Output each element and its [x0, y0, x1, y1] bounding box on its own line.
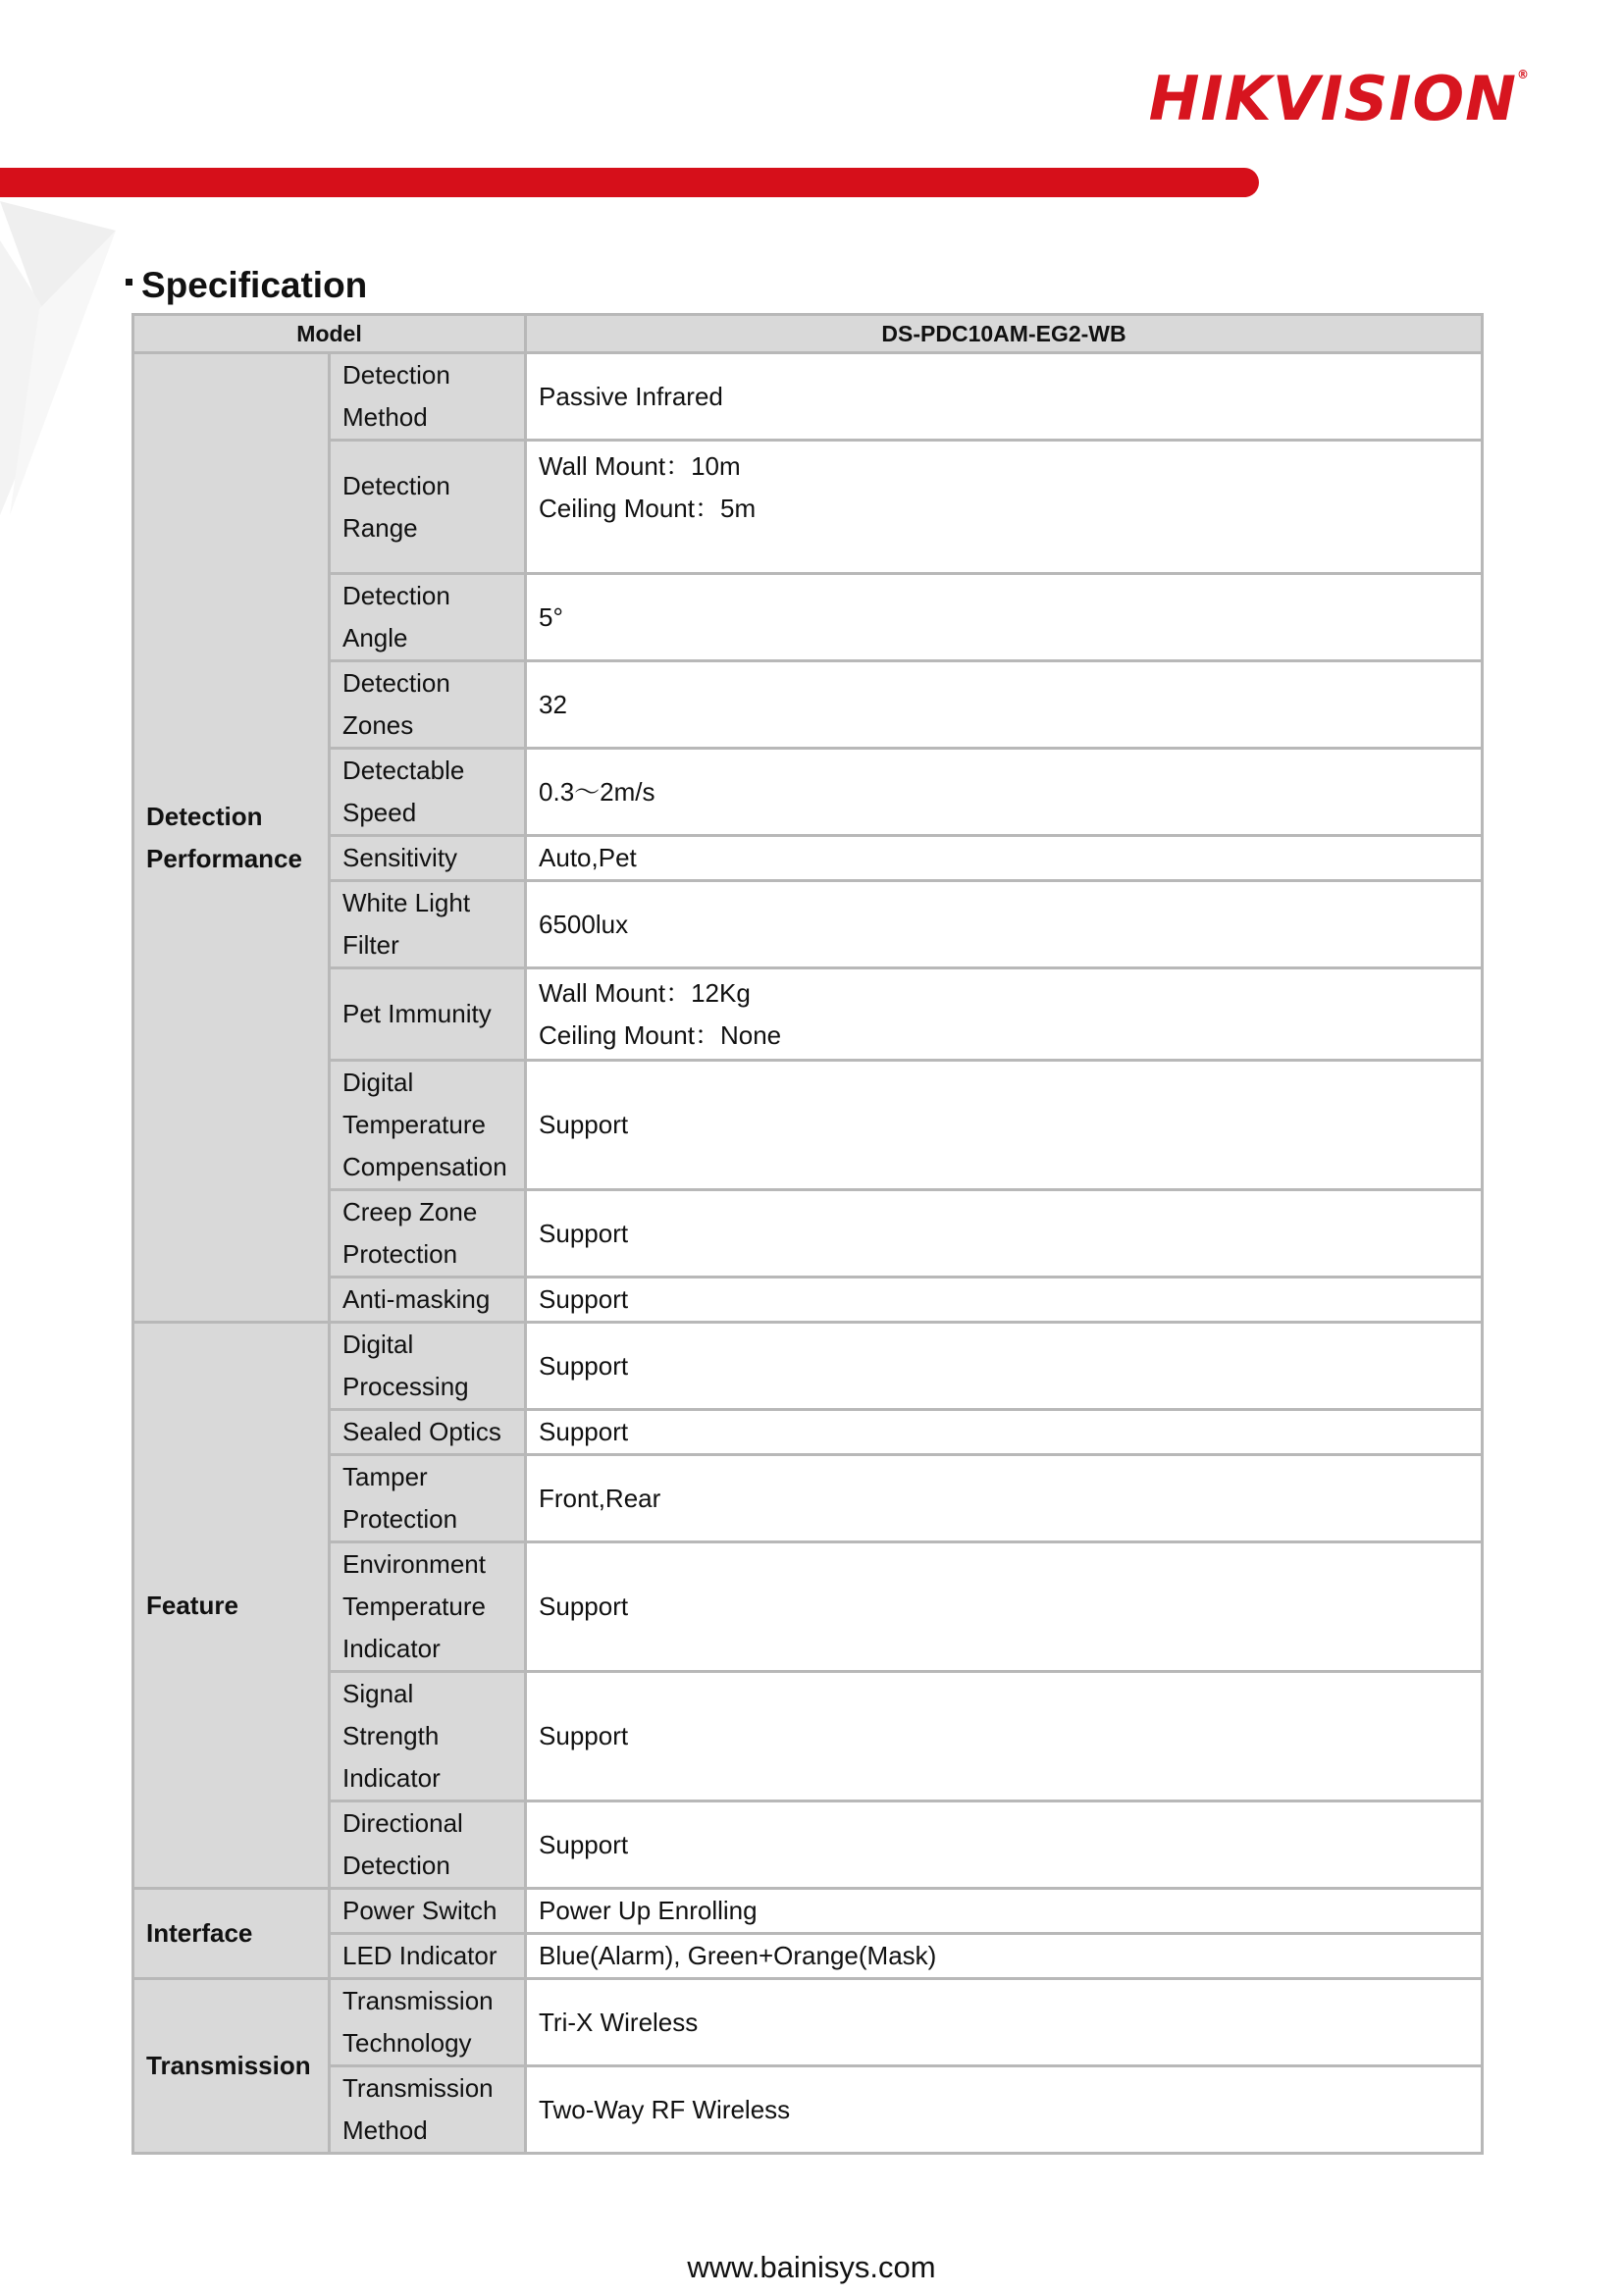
table-header-row — [133, 315, 1483, 353]
row-label: Detection Angle — [330, 574, 526, 661]
row-label: Creep Zone Protection — [330, 1190, 526, 1278]
row-value: Support — [526, 1542, 1483, 1672]
table-row — [133, 1061, 1483, 1190]
row-value — [526, 441, 1483, 574]
specification-table — [131, 313, 1484, 2155]
table-row — [133, 1323, 1483, 1410]
table-row — [133, 1190, 1483, 1278]
row-value: Support — [526, 1323, 1483, 1410]
row-value: Front,Rear — [526, 1455, 1483, 1542]
row-value: 6500lux — [526, 881, 1483, 968]
table-row — [133, 1542, 1483, 1672]
logo-text: HIKVISION — [1148, 63, 1517, 134]
row-value: Support — [526, 1410, 1483, 1455]
table-row — [133, 574, 1483, 661]
section-title-text: Specification — [141, 265, 368, 305]
row-label: Environment Temperature Indicator — [330, 1542, 526, 1672]
category-cell: Feature — [133, 1323, 330, 1889]
row-label: Transmission Technology — [330, 1979, 526, 2066]
table-row — [133, 1410, 1483, 1455]
row-value: Support — [526, 1672, 1483, 1801]
row-value: Tri-X Wireless — [526, 1979, 1483, 2066]
row-value: 0.3～2m/s — [526, 749, 1483, 836]
table-row — [133, 836, 1483, 881]
table-row — [133, 353, 1483, 441]
category-cell: Interface — [133, 1889, 330, 1979]
row-value: 5° — [526, 574, 1483, 661]
bullet-square-icon — [126, 279, 132, 286]
row-label: Transmission Method — [330, 2066, 526, 2154]
table-row — [133, 661, 1483, 749]
row-value: Support — [526, 1801, 1483, 1889]
row-label: Anti-masking — [330, 1278, 526, 1323]
row-value: Passive Infrared — [526, 353, 1483, 441]
row-value: Support — [526, 1278, 1483, 1323]
hikvision-logo — [1148, 63, 1530, 134]
value-line: Wall Mount：12Kg — [539, 977, 751, 1008]
category-cell: Transmission — [133, 1979, 330, 2154]
table-row — [133, 1278, 1483, 1323]
table-row — [133, 1455, 1483, 1542]
value-line: Wall Mount：10m — [539, 451, 741, 481]
value-line: Ceiling Mount：5m — [539, 494, 757, 523]
row-label: Sensitivity — [330, 836, 526, 881]
section-title — [126, 265, 367, 306]
row-label: Signal Strength Indicator — [330, 1672, 526, 1801]
row-label: Directional Detection — [330, 1801, 526, 1889]
table-row — [133, 1979, 1483, 2066]
row-value: Power Up Enrolling — [526, 1889, 1483, 1934]
row-value: Support — [526, 1190, 1483, 1278]
row-value: 32 — [526, 661, 1483, 749]
row-label: Detection Method — [330, 353, 526, 441]
row-value: Two-Way RF Wireless — [526, 2066, 1483, 2154]
row-label: LED Indicator — [330, 1934, 526, 1979]
registered-mark: ® — [1517, 68, 1530, 81]
model-value-cell: DS-PDC10AM-EG2-WB — [526, 315, 1483, 353]
value-line: Ceiling Mount：None — [539, 1019, 782, 1050]
row-label: Detection Zones — [330, 661, 526, 749]
row-label: Digital Processing — [330, 1323, 526, 1410]
category-cell: Detection Performance — [133, 353, 330, 1323]
footer-url: www.bainisys.com — [687, 2250, 936, 2284]
row-label: Detectable Speed — [330, 749, 526, 836]
row-label: White Light Filter — [330, 881, 526, 968]
row-label: Pet Immunity — [330, 968, 526, 1061]
row-value: Blue(Alarm), Green+Orange(Mask) — [526, 1934, 1483, 1979]
row-value — [526, 968, 1483, 1061]
row-label: Detection Range — [330, 441, 526, 574]
row-label: Tamper Protection — [330, 1455, 526, 1542]
table-row — [133, 1801, 1483, 1889]
model-label-cell: Model — [133, 315, 526, 353]
table-row — [133, 749, 1483, 836]
row-value: Support — [526, 1061, 1483, 1190]
table-row — [133, 1672, 1483, 1801]
table-row — [133, 968, 1483, 1061]
row-label: Digital Temperature Compensation — [330, 1061, 526, 1190]
decorative-star-shape — [0, 201, 128, 525]
header-red-bar — [0, 168, 1259, 197]
table-row — [133, 1889, 1483, 1934]
row-label: Power Switch — [330, 1889, 526, 1934]
table-row — [133, 441, 1483, 574]
row-value: Auto,Pet — [526, 836, 1483, 881]
table-row — [133, 881, 1483, 968]
table-row — [133, 1934, 1483, 1979]
row-label: Sealed Optics — [330, 1410, 526, 1455]
table-row — [133, 2066, 1483, 2154]
